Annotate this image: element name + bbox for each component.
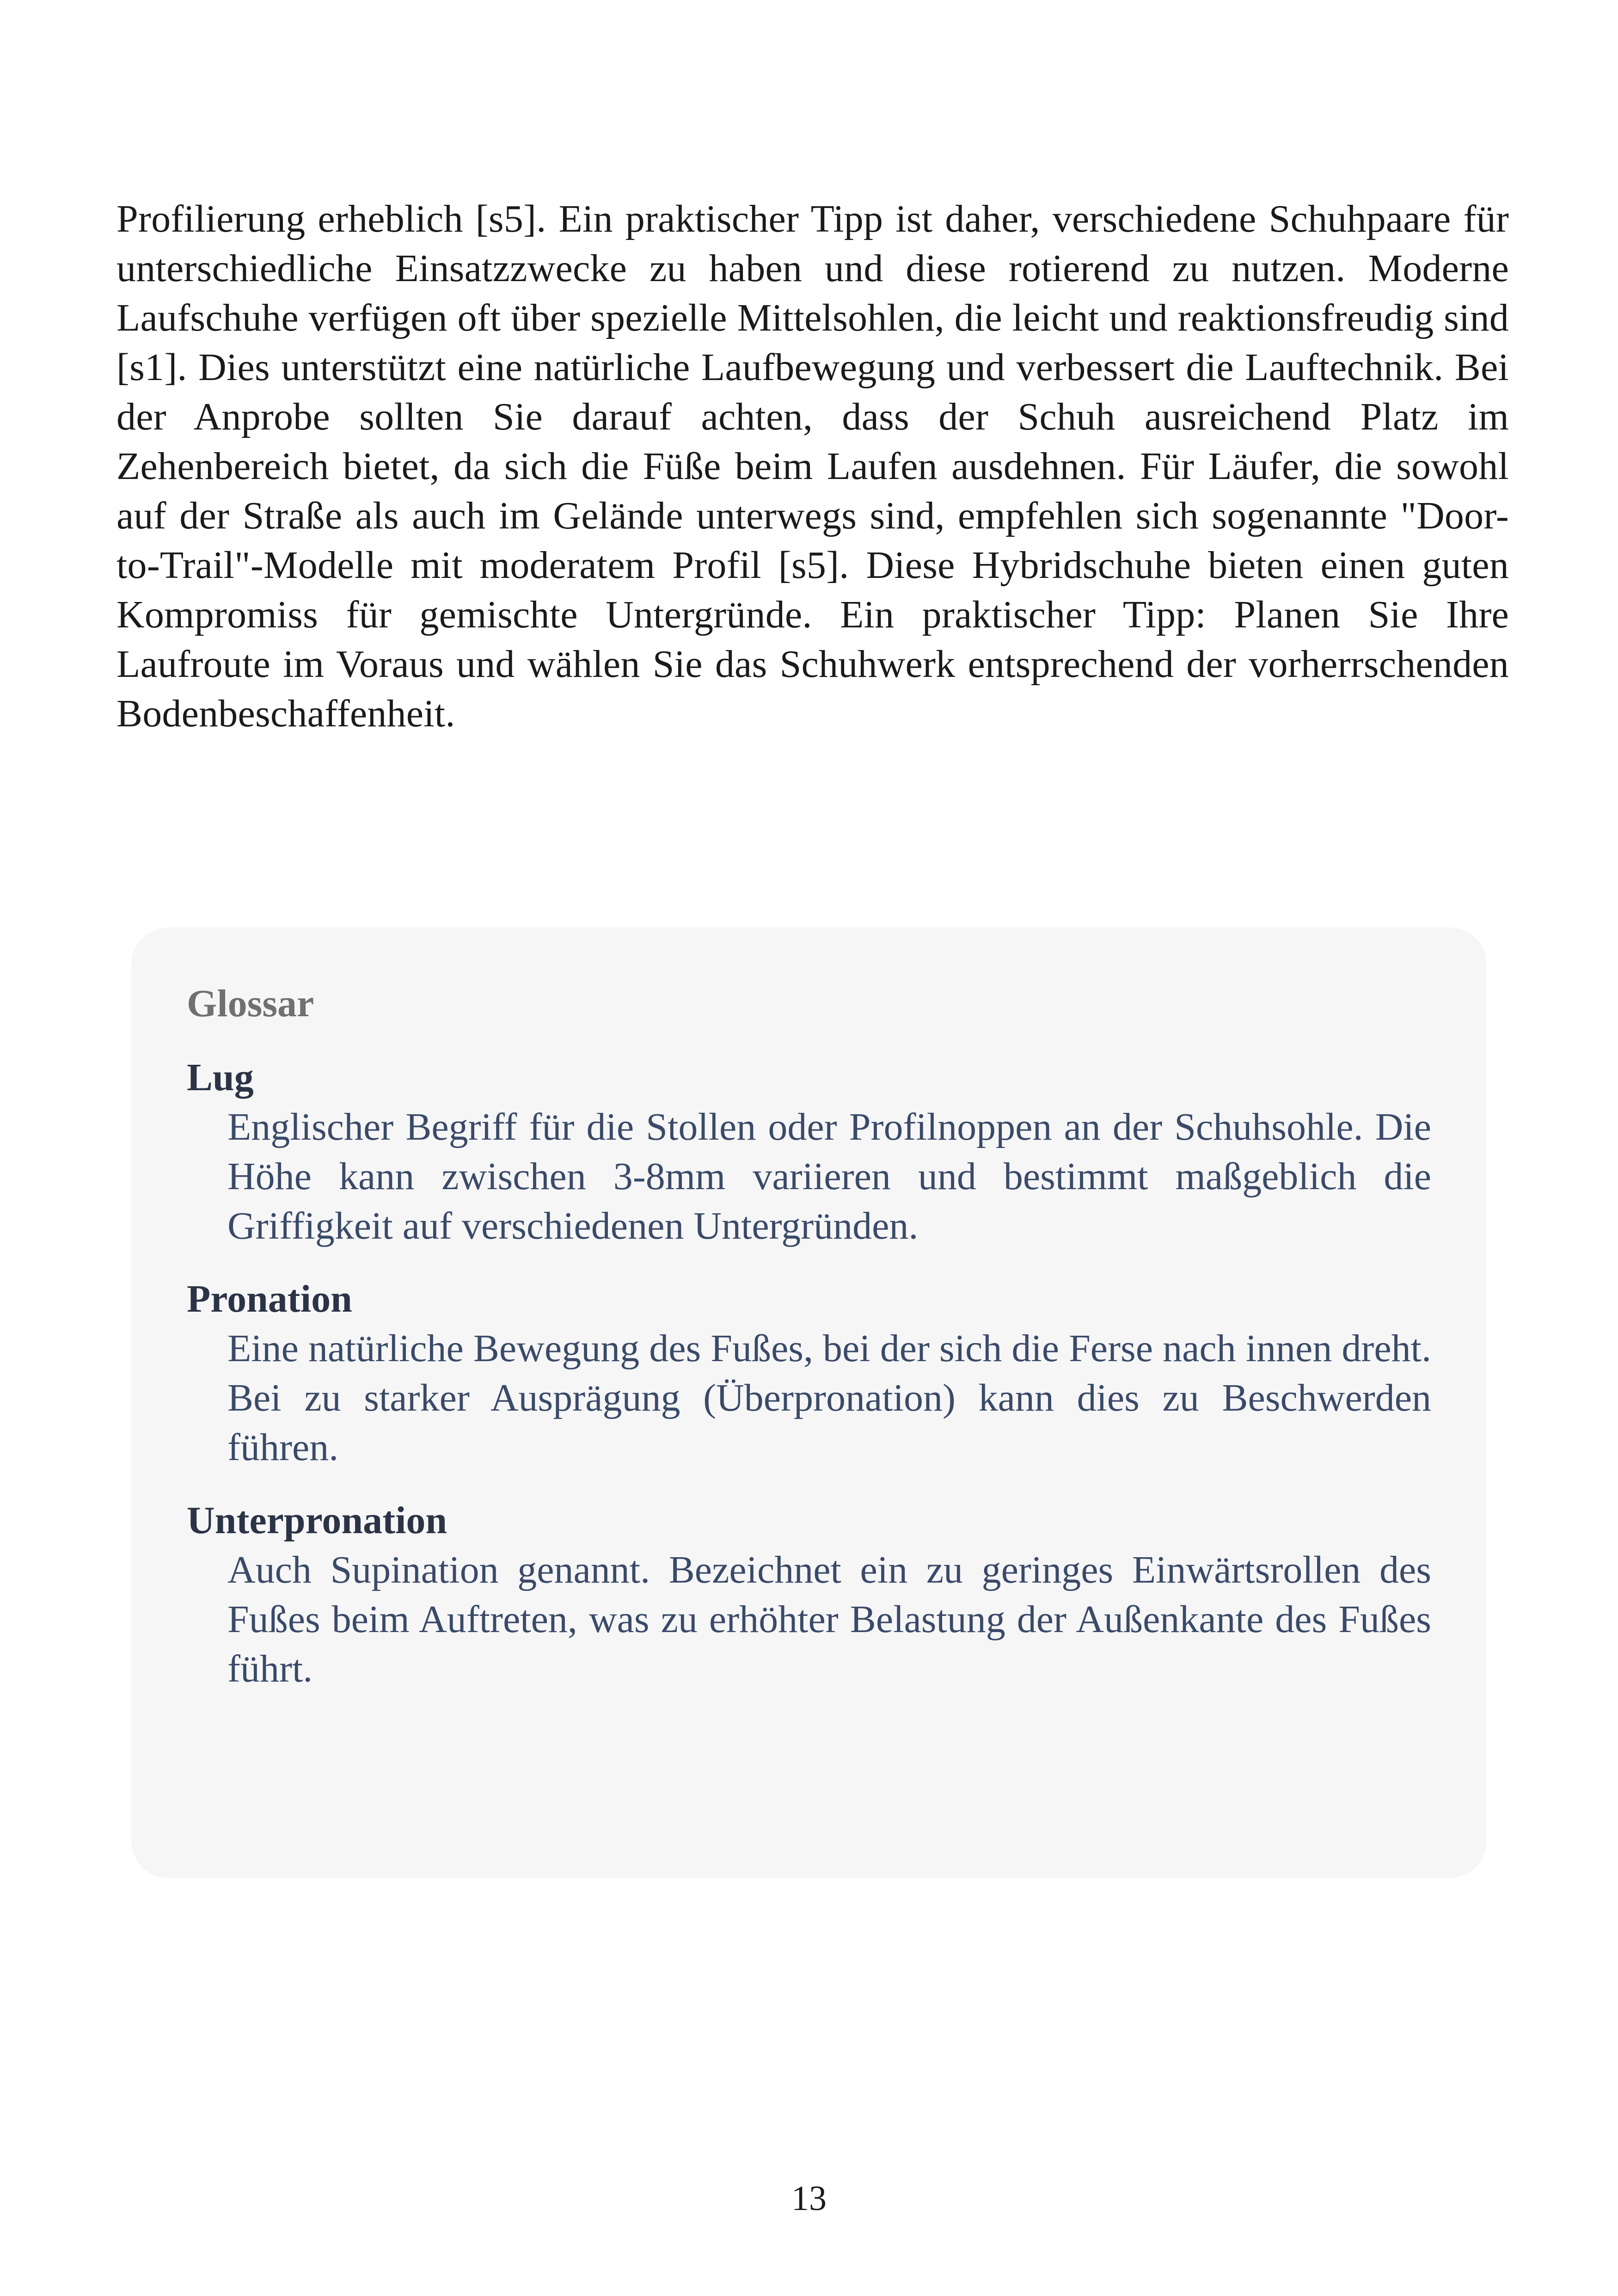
glossary-definition: Eine natürliche Bewegung des Fußes, bei der sich die Ferse nach innen dreht. Bei zu starker Ausprägung (Überpronation) kann dies zu Beschwerden führen. xyxy=(227,1327,1431,1469)
glossary-definition: Auch Supination genannt. Bezeichnet ein zu geringes Einwärtsrollen des Fußes beim Auftreten, was zu erhöhter Belastung der Außenkante des Fußes führt. xyxy=(227,1548,1431,1690)
glossary-term: Pronation xyxy=(187,1277,352,1320)
glossary-entry-lug xyxy=(187,1053,1431,1251)
glossary-heading: Glossar xyxy=(187,982,314,1025)
glossary-term: Unterpronation xyxy=(187,1499,447,1542)
glossary-box xyxy=(131,927,1487,1878)
glossary-list xyxy=(187,1053,1431,1694)
glossary-definition: Englischer Begriff für die Stollen oder Profilnoppen an der Schuhsohle. Die Höhe kann zwischen 3-8mm variieren und bestimmt maßgeblich die Griffigkeit auf verschiedenen Untergründen. xyxy=(227,1105,1431,1247)
page-number: 13 xyxy=(791,2179,827,2218)
glossary-term: Lug xyxy=(187,1056,254,1099)
glossary-entry-pronation xyxy=(187,1275,1431,1472)
body-paragraph: Profilierung erheblich [s5]. Ein praktischer Tipp ist daher, verschiedene Schuhpaare für unterschiedliche Einsatzzwecke zu haben und diese rotierend zu nutzen. Moderne Laufschuhe verfügen oft über spezielle Mittelsohlen, die leicht und reaktionsfreudig sind [s1]. Dies unterstützt eine natürliche Laufbewegung und verbessert die Lauftechnik. Bei der Anprobe sollten Sie darauf achten, dass der Schuh ausreichend Platz im Zehenbereich bietet, da sich die Füße beim Laufen ausdehnen. Für Läufer, die sowohl auf der Straße als auch im Gelände unterwegs sind, empfehlen sich sogenannte "Door-to-Trail"-Modelle mit moderatem Profil [s5]. Diese Hybridschuhe bieten einen guten Kompromiss für gemischte Untergründe. Ein praktischer Tipp: Planen Sie Ihre Laufroute im Voraus und wählen Sie das Schuhwerk entsprechend der vorherrschenden Bodenbeschaffenheit. xyxy=(116,197,1509,735)
glossary-entry-unterpronation xyxy=(187,1496,1431,1694)
